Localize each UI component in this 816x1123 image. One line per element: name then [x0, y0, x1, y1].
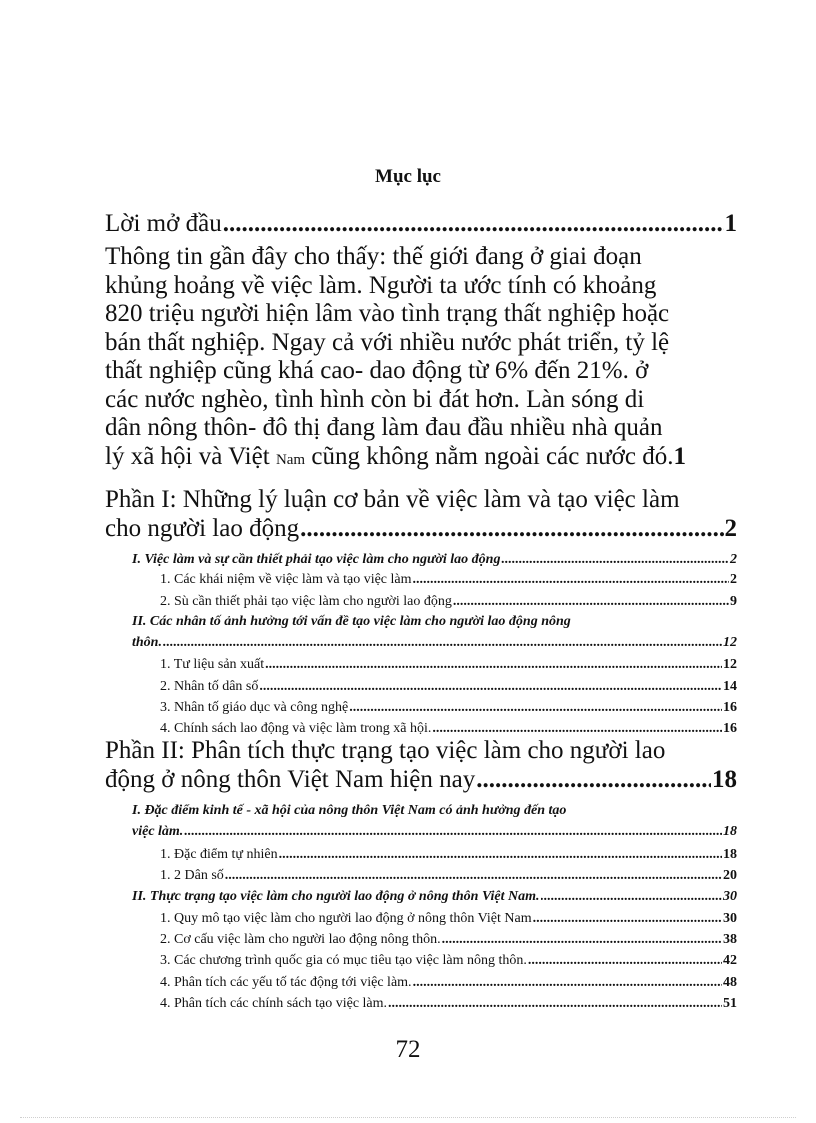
toc-subitem [160, 846, 737, 863]
toc-entry-text: 4. Phân tích các yếu tố tác động tới việc làm. [160, 975, 412, 990]
toc-entry-page: 2 [730, 572, 737, 587]
toc-entry-page: 30 [723, 889, 737, 904]
paragraph-line: dân nông thôn- đô thị đang làm đau đầu nhiều nhà quản [105, 414, 663, 441]
toc-entry-page: 16 [723, 700, 737, 715]
dot-leader [528, 952, 722, 969]
toc-subitem [160, 571, 737, 588]
toc-entry-page: 9 [730, 594, 737, 609]
toc-subitem [160, 910, 737, 927]
toc-entry-text: Phần II: Phân tích thực trạng tạo việc làm cho người lao [105, 737, 666, 764]
paragraph-line: bán thất nghiệp. Ngay cả với nhiều nước phát triển, tỷ lệ [105, 328, 670, 356]
toc-entry-text: động ở nông thôn Việt Nam hiện nay [105, 765, 476, 793]
dot-leader [279, 846, 722, 863]
toc-entry-text: 4. Chính sách lao động và việc làm trong xã hội. [160, 721, 432, 736]
paragraph-line: 820 triệu người hiện lâm vào tình trạng thất nghiệp hoặc [105, 300, 670, 327]
toc-entry-text: 4. Phân tích các chính sách tạo việc làm. [160, 996, 388, 1011]
toc-entry-page: 42 [723, 953, 737, 968]
paragraph-line: các nước nghèo, tình hình còn bi đát hơn. Làn sóng di [105, 385, 645, 413]
paragraph-text: cũng không nằm ngoài các nước đó. [305, 442, 674, 470]
toc-paragraph [105, 243, 737, 474]
toc-subitem [160, 699, 737, 716]
toc-entry-text: 1. Tư liệu sản xuất [160, 657, 265, 672]
dot-leader [541, 888, 722, 905]
paragraph-last-line [105, 443, 737, 475]
toc-title: Mục lục [375, 166, 441, 187]
paragraph-line: khủng hoảng về việc làm. Người ta ước tính có khoảng [105, 271, 657, 299]
toc-subitem [160, 678, 737, 695]
toc-entry-text: 1. 2 Dân số [160, 868, 224, 883]
toc-entry-text: 2. Sù cần thiết phải tạo việc làm cho người lao động [160, 594, 452, 609]
toc-entry-page: 38 [723, 932, 737, 947]
toc-subitem [160, 720, 737, 737]
toc-entry-part-1 [105, 486, 737, 543]
toc-section [132, 888, 737, 905]
toc-entry-text: 1. Các khái niệm về việc làm và tạo việc làm [160, 572, 412, 587]
toc-entry-text: I. Đặc điểm kinh tế - xã hội của nông thôn Việt Nam có ảnh hưởng đến tạo [132, 803, 567, 818]
paragraph-line: thất nghiệp cũng khá cao- dao động từ 6% đến 21%. ở [105, 357, 649, 384]
toc-entry-page: 51 [723, 996, 737, 1011]
toc-entry-text: II. Các nhân tố ảnh hưởng tới vấn đề tạo việc làm cho người lao động nông [132, 614, 571, 629]
dot-leader [501, 551, 729, 568]
dot-leader [476, 766, 711, 795]
toc-entry-page: 18 [723, 824, 737, 839]
dot-leader [413, 571, 729, 588]
dot-leader [388, 995, 722, 1012]
dot-leader [163, 634, 722, 651]
toc-entry-text: I. Việc làm và sự cần thiết phải tạo việc làm cho người lao động [132, 552, 501, 567]
toc-entry-text: cho người lao động [105, 514, 300, 542]
toc-entry-text: thôn. [132, 635, 162, 650]
dot-leader [300, 515, 723, 544]
page-number: 72 [395, 1036, 421, 1063]
paragraph-subscript: Nam [275, 451, 306, 468]
toc-subitem [160, 931, 737, 948]
toc-entry-page: 14 [723, 679, 737, 694]
toc-section [132, 551, 737, 568]
toc-subitem [160, 995, 737, 1012]
toc-entry-page: 30 [723, 911, 737, 926]
toc-entry-intro [105, 210, 737, 239]
toc-entry-page: 18 [723, 847, 737, 862]
dot-leader [184, 823, 722, 840]
paragraph-line: Thông tin gần đây cho thấy: thế giới đang ở giai đoạn [105, 243, 642, 270]
toc-subitem [160, 867, 737, 884]
toc-section [132, 802, 737, 840]
toc-entry-page: 1 [724, 210, 737, 237]
toc-entry-page: 2 [724, 514, 737, 542]
toc-subitem [160, 656, 737, 673]
toc-entry-page: 12 [723, 635, 737, 650]
toc-entry-text: Phần I: Những lý luận cơ bản về việc làm và tạo việc làm [105, 486, 680, 513]
toc-entry-text: Lời mở đầu [105, 210, 222, 237]
dot-leader [533, 910, 722, 927]
toc-entry-text: 3. Các chương trình quốc gia có mục tiêu tạo việc làm nông thôn. [160, 953, 527, 968]
toc-entry-page: 16 [723, 721, 737, 736]
toc-entry-text: 2. Cơ cấu việc làm cho người lao động nông thôn. [160, 932, 441, 947]
dot-leader [413, 974, 722, 991]
dot-leader [453, 593, 729, 610]
toc-entry-text: việc làm. [132, 824, 184, 839]
toc-entry-part-2 [105, 737, 737, 794]
toc-subitem [160, 952, 737, 969]
dot-leader [349, 699, 722, 716]
toc-entry-page: 20 [723, 868, 737, 883]
dot-leader [223, 210, 724, 239]
page-bottom-divider [20, 1117, 796, 1118]
toc-entry-text: 3. Nhân tố giáo dục và công nghệ [160, 700, 349, 715]
toc-entry-text: 1. Quy mô tạo việc làm cho người lao động ở nông thôn Việt Nam [160, 911, 532, 926]
dot-leader [442, 931, 722, 948]
toc-entry-text: 2. Nhân tố dân số [160, 679, 259, 694]
toc-entry-text: 1. Đặc điểm tự nhiên [160, 847, 278, 862]
dot-leader [259, 678, 722, 695]
toc-entry-page: 1 [673, 442, 686, 470]
toc-entry-page: 48 [723, 975, 737, 990]
dot-leader [432, 720, 722, 737]
toc-entry-page: 2 [730, 552, 737, 567]
toc-section [132, 613, 737, 651]
toc-entry-text: II. Thực trạng tạo việc làm cho người lao động ở nông thôn Việt Nam. [132, 889, 540, 904]
dot-leader [265, 656, 722, 673]
dot-leader [225, 867, 722, 884]
toc-subitem [160, 593, 737, 610]
toc-subitem [160, 974, 737, 991]
toc-entry-page: 12 [723, 657, 737, 672]
paragraph-text: lý xã hội và Việt [105, 442, 276, 470]
toc-entry-page: 18 [712, 765, 737, 793]
